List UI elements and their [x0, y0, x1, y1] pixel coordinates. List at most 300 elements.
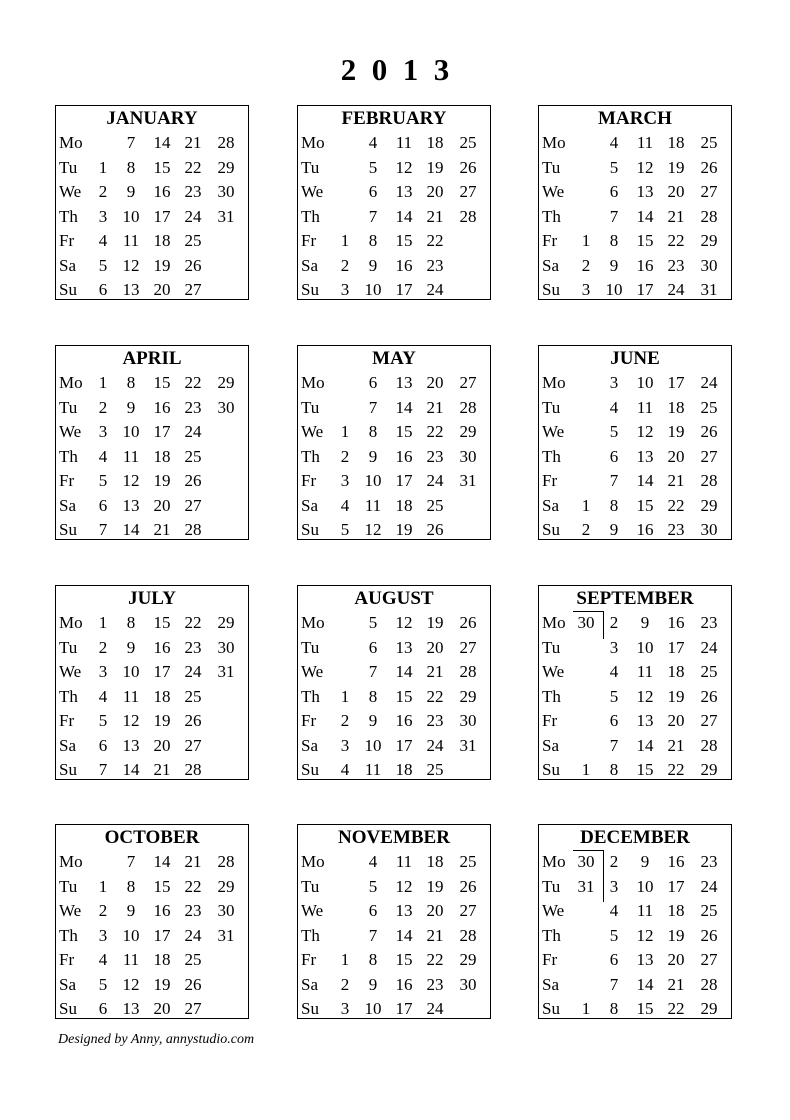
weekday-label: Th [301, 686, 320, 706]
date-cell: 29 [700, 760, 718, 779]
date-cell: 25 [184, 446, 202, 466]
date-cell: 19 [667, 422, 685, 441]
weekday-label: Th [301, 206, 320, 226]
date-cell: 27 [700, 950, 718, 969]
date-cell: 11 [364, 495, 382, 515]
date-cell: 18 [667, 662, 685, 681]
date-cell: 1 [98, 157, 108, 177]
weekday-label: Fr [301, 471, 317, 490]
date-cell: 1 [581, 231, 591, 250]
week-row [298, 876, 490, 900]
date-cell: 4 [609, 901, 619, 920]
date-cell: 7 [126, 133, 136, 152]
date-cell: 13 [122, 495, 140, 515]
date-cell: 25 [459, 852, 477, 871]
date-cell: 17 [153, 422, 171, 441]
wrap-divider [603, 612, 604, 639]
date-cell: 7 [368, 662, 378, 681]
date-cell: 5 [98, 711, 108, 730]
week-row [56, 974, 248, 998]
month-name: FEBRUARY [341, 108, 447, 129]
date-cell: 26 [459, 613, 477, 632]
date-cell: 13 [636, 446, 654, 466]
date-cell: 23 [426, 446, 444, 466]
weekday-label: We [542, 422, 565, 441]
date-cell: 23 [667, 255, 685, 275]
date-cell: 8 [368, 950, 378, 969]
date-cell: 15 [636, 999, 654, 1018]
date-cell: 8 [609, 231, 619, 250]
date-cell: 15 [636, 760, 654, 779]
date-cell: 24 [184, 662, 202, 681]
date-cell: 10 [364, 471, 382, 490]
weekday-label: Tu [59, 157, 78, 177]
week-row [298, 612, 490, 636]
weekday-label: Tu [542, 397, 561, 417]
date-cell: 20 [153, 280, 171, 299]
date-cell: 27 [700, 711, 718, 730]
date-cell: 25 [184, 686, 202, 706]
date-cell: 6 [609, 711, 619, 730]
date-cell: 25 [700, 397, 718, 417]
date-cell: 2 [98, 901, 108, 920]
weekday-label: We [301, 182, 324, 201]
date-cell: 8 [368, 686, 378, 706]
week-row [56, 421, 248, 445]
weekday-label: Fr [542, 471, 558, 490]
month-name: MAY [372, 348, 416, 369]
date-cell: 26 [184, 471, 202, 490]
month-november [297, 824, 491, 1019]
week-row [539, 372, 731, 396]
date-cell: 9 [368, 974, 378, 994]
date-cell: 24 [426, 999, 444, 1018]
date-cell: 5 [609, 925, 619, 945]
date-cell: 10 [122, 422, 140, 441]
weekday-label: Mo [59, 373, 83, 392]
weekday-label: Su [301, 999, 319, 1018]
weekday-label: Tu [542, 157, 561, 177]
date-cell: 14 [395, 397, 413, 417]
date-cell: 24 [700, 876, 718, 896]
date-cell: 21 [153, 760, 171, 779]
date-cell: 3 [609, 637, 619, 657]
month-april [55, 345, 249, 540]
week-row [539, 661, 731, 685]
date-cell: 21 [667, 206, 685, 226]
date-cell: 20 [667, 950, 685, 969]
weekday-label: Sa [59, 735, 76, 755]
date-cell: 8 [126, 613, 136, 632]
wrap-divider [603, 851, 604, 902]
date-cell: 19 [153, 974, 171, 994]
weekday-label: Sa [59, 255, 76, 275]
date-cell: 19 [426, 613, 444, 632]
date-cell: 24 [426, 735, 444, 755]
date-cell: 28 [459, 925, 477, 945]
date-cell: 7 [368, 397, 378, 417]
date-cell: 20 [153, 735, 171, 755]
date-cell: 20 [426, 373, 444, 392]
weekday-label: Fr [542, 950, 558, 969]
date-cell: 4 [609, 397, 619, 417]
date-cell: 27 [459, 637, 477, 657]
date-cell: 19 [426, 157, 444, 177]
weekday-label: Su [59, 280, 77, 299]
date-cell: 27 [184, 735, 202, 755]
week-row [298, 974, 490, 998]
date-cell: 20 [667, 182, 685, 201]
date-cell: 3 [609, 373, 619, 392]
date-cell: 14 [395, 206, 413, 226]
date-cell: 7 [98, 760, 108, 779]
date-cell: 6 [368, 637, 378, 657]
date-cell: 9 [609, 520, 619, 539]
date-cell: 18 [667, 133, 685, 152]
date-cell: 8 [126, 373, 136, 392]
date-cell: 19 [395, 520, 413, 539]
weekday-label: Tu [59, 397, 78, 417]
date-cell: 23 [700, 613, 718, 632]
weekday-label: Su [59, 520, 77, 539]
date-cell: 14 [395, 925, 413, 945]
date-cell: 20 [426, 182, 444, 201]
date-cell: 14 [636, 735, 654, 755]
date-cell: 27 [700, 446, 718, 466]
week-row [56, 759, 248, 783]
date-cell: 20 [153, 495, 171, 515]
week-row [298, 900, 490, 924]
date-cell: 2 [609, 852, 619, 871]
date-cell: 28 [700, 471, 718, 490]
date-cell: 24 [184, 925, 202, 945]
date-cell: 17 [667, 373, 685, 392]
week-row [298, 230, 490, 254]
date-cell: 21 [667, 974, 685, 994]
date-cell: 18 [667, 397, 685, 417]
date-cell: 28 [184, 760, 202, 779]
date-cell: 25 [184, 950, 202, 969]
date-cell: 29 [459, 686, 477, 706]
date-cell: 14 [636, 206, 654, 226]
weekday-label: Mo [542, 613, 566, 632]
date-cell: 9 [609, 255, 619, 275]
date-cell: 29 [217, 157, 235, 177]
footer-credit: Designed by Anny, annystudio.com [58, 1032, 255, 1047]
week-row [56, 519, 248, 543]
month-name: SEPTEMBER [576, 588, 694, 609]
weekday-label: Su [301, 520, 319, 539]
date-cell: 4 [98, 950, 108, 969]
date-cell: 24 [426, 471, 444, 490]
week-row [298, 519, 490, 543]
weekday-label: Fr [59, 471, 75, 490]
date-cell: 12 [636, 925, 654, 945]
week-row [56, 710, 248, 734]
weekday-label: Mo [59, 613, 83, 632]
weekday-label: Fr [301, 950, 317, 969]
date-cell: 2 [98, 182, 108, 201]
date-cell: 28 [217, 133, 235, 152]
date-cell: 11 [395, 133, 413, 152]
wrap-divider-top [573, 611, 604, 612]
date-cell: 7 [368, 925, 378, 945]
week-row [56, 255, 248, 279]
week-row [298, 495, 490, 519]
date-cell: 14 [636, 974, 654, 994]
date-cell: 6 [368, 182, 378, 201]
date-cell: 24 [184, 422, 202, 441]
date-cell: 16 [153, 637, 171, 657]
week-row [298, 421, 490, 445]
date-cell: 16 [395, 711, 413, 730]
date-cell: 29 [217, 876, 235, 896]
date-cell: 21 [184, 852, 202, 871]
week-row [539, 710, 731, 734]
date-cell: 2 [340, 974, 350, 994]
date-cell: 22 [184, 373, 202, 392]
week-row [298, 470, 490, 494]
date-cell: 15 [395, 422, 413, 441]
date-cell: 15 [153, 613, 171, 632]
date-cell: 14 [636, 471, 654, 490]
date-cell: 21 [426, 206, 444, 226]
week-row [298, 206, 490, 230]
date-cell: 4 [340, 760, 350, 779]
weekday-label: Th [59, 686, 78, 706]
date-cell: 11 [636, 133, 654, 152]
date-cell: 4 [609, 133, 619, 152]
month-name: JUNE [610, 348, 660, 369]
date-cell: 25 [184, 231, 202, 250]
date-cell: 5 [340, 520, 350, 539]
weekday-label: Sa [59, 974, 76, 994]
date-cell: 4 [340, 495, 350, 515]
month-name: APRIL [122, 348, 182, 369]
date-cell: 5 [98, 255, 108, 275]
date-cell: 3 [340, 735, 350, 755]
week-row [298, 686, 490, 710]
weekday-label: Sa [301, 255, 318, 275]
date-cell: 2 [609, 613, 619, 632]
month-name: OCTOBER [104, 827, 200, 848]
date-cell: 19 [153, 471, 171, 490]
date-cell: 16 [667, 613, 685, 632]
date-cell: 16 [153, 182, 171, 201]
date-cell: 22 [667, 231, 685, 250]
weekday-label: Fr [301, 231, 317, 250]
date-cell: 9 [126, 182, 136, 201]
weekday-label: Th [59, 206, 78, 226]
date-cell: 16 [153, 397, 171, 417]
date-cell: 9 [368, 255, 378, 275]
date-cell: 15 [153, 876, 171, 896]
date-cell: 20 [667, 446, 685, 466]
date-cell: 16 [153, 901, 171, 920]
weekday-label: Tu [59, 876, 78, 896]
date-cell: 6 [98, 280, 108, 299]
week-row [56, 661, 248, 685]
date-cell: 6 [609, 182, 619, 201]
date-cell: 9 [640, 852, 650, 871]
date-cell: 1 [581, 760, 591, 779]
month-july [55, 585, 249, 780]
date-cell: 18 [426, 133, 444, 152]
date-cell: 28 [459, 662, 477, 681]
date-cell: 8 [609, 999, 619, 1018]
date-cell: 25 [700, 662, 718, 681]
date-cell: 24 [700, 373, 718, 392]
date-cell: 23 [184, 182, 202, 201]
date-cell: 23 [426, 255, 444, 275]
weekday-label: Sa [542, 255, 559, 275]
week-row [56, 372, 248, 396]
weekday-label: Fr [59, 950, 75, 969]
date-cell: 16 [636, 520, 654, 539]
date-cell: 21 [426, 662, 444, 681]
date-cell: 31 [217, 925, 235, 945]
weekday-label: Mo [59, 133, 83, 152]
date-cell: 1 [581, 495, 591, 515]
week-row [298, 397, 490, 421]
date-cell: 30 [700, 255, 718, 275]
week-row [56, 132, 248, 156]
date-cell: 15 [395, 686, 413, 706]
date-cell: 19 [426, 876, 444, 896]
weekday-label: Sa [301, 974, 318, 994]
week-row [539, 900, 731, 924]
week-row [539, 157, 731, 181]
date-cell: 18 [667, 901, 685, 920]
date-cell: 3 [609, 876, 619, 896]
weekday-label: Fr [542, 711, 558, 730]
date-cell: 27 [184, 495, 202, 515]
date-cell: 6 [98, 735, 108, 755]
date-cell: 20 [153, 999, 171, 1018]
weekday-label: We [301, 422, 324, 441]
date-cell: 3 [98, 925, 108, 945]
week-row [56, 230, 248, 254]
date-cell: 20 [667, 711, 685, 730]
date-cell: 26 [700, 925, 718, 945]
date-cell: 12 [122, 974, 140, 994]
weekday-label: Mo [59, 852, 83, 871]
date-cell: 8 [126, 157, 136, 177]
date-cell: 25 [700, 901, 718, 920]
week-row [56, 998, 248, 1022]
weekday-label: Tu [301, 876, 320, 896]
date-cell: 18 [153, 231, 171, 250]
date-cell: 17 [153, 662, 171, 681]
date-cell: 11 [364, 760, 382, 779]
date-cell: 28 [217, 852, 235, 871]
date-cell: 21 [667, 735, 685, 755]
date-cell: 30 [577, 613, 595, 632]
date-cell: 4 [368, 852, 378, 871]
weekday-label: Mo [542, 133, 566, 152]
week-row [56, 876, 248, 900]
date-cell: 8 [368, 231, 378, 250]
date-cell: 7 [609, 974, 619, 994]
date-cell: 12 [364, 520, 382, 539]
date-cell: 13 [122, 999, 140, 1018]
date-cell: 21 [153, 520, 171, 539]
date-cell: 26 [700, 157, 718, 177]
weekday-label: Su [542, 520, 560, 539]
date-cell: 5 [98, 974, 108, 994]
weekday-label: Tu [59, 637, 78, 657]
date-cell: 27 [459, 182, 477, 201]
date-cell: 3 [98, 422, 108, 441]
month-name: DECEMBER [580, 827, 690, 848]
date-cell: 11 [122, 446, 140, 466]
date-cell: 4 [368, 133, 378, 152]
date-cell: 22 [667, 760, 685, 779]
date-cell: 31 [217, 662, 235, 681]
date-cell: 7 [609, 471, 619, 490]
weekday-label: Fr [542, 231, 558, 250]
date-cell: 23 [426, 974, 444, 994]
date-cell: 12 [122, 255, 140, 275]
date-cell: 4 [98, 231, 108, 250]
date-cell: 29 [459, 950, 477, 969]
date-cell: 22 [184, 613, 202, 632]
weekday-label: We [301, 901, 324, 920]
date-cell: 13 [636, 711, 654, 730]
weekday-label: We [542, 182, 565, 201]
date-cell: 17 [636, 280, 654, 299]
month-january [55, 105, 249, 300]
date-cell: 5 [609, 157, 619, 177]
week-row [298, 132, 490, 156]
month-march [538, 105, 732, 300]
week-row [298, 949, 490, 973]
week-row [56, 397, 248, 421]
date-cell: 4 [98, 446, 108, 466]
date-cell: 16 [667, 852, 685, 871]
date-cell: 12 [122, 471, 140, 490]
date-cell: 17 [667, 637, 685, 657]
date-cell: 17 [395, 999, 413, 1018]
date-cell: 13 [636, 182, 654, 201]
date-cell: 26 [459, 876, 477, 896]
date-cell: 19 [667, 925, 685, 945]
date-cell: 22 [667, 495, 685, 515]
date-cell: 30 [217, 637, 235, 657]
date-cell: 25 [426, 495, 444, 515]
date-cell: 3 [340, 280, 350, 299]
week-row [539, 949, 731, 973]
weekday-label: We [542, 662, 565, 681]
date-cell: 19 [153, 255, 171, 275]
date-cell: 15 [153, 373, 171, 392]
weekday-label: Mo [301, 133, 325, 152]
date-cell: 26 [700, 686, 718, 706]
date-cell: 17 [153, 206, 171, 226]
month-december [538, 824, 732, 1019]
week-row [539, 974, 731, 998]
date-cell: 1 [340, 231, 350, 250]
date-cell: 15 [636, 495, 654, 515]
date-cell: 14 [395, 662, 413, 681]
date-cell: 27 [184, 999, 202, 1018]
weekday-label: Su [301, 280, 319, 299]
date-cell: 8 [609, 495, 619, 515]
date-cell: 5 [609, 686, 619, 706]
weekday-label: Fr [59, 711, 75, 730]
weekday-label: Su [542, 999, 560, 1018]
date-cell: 12 [122, 711, 140, 730]
